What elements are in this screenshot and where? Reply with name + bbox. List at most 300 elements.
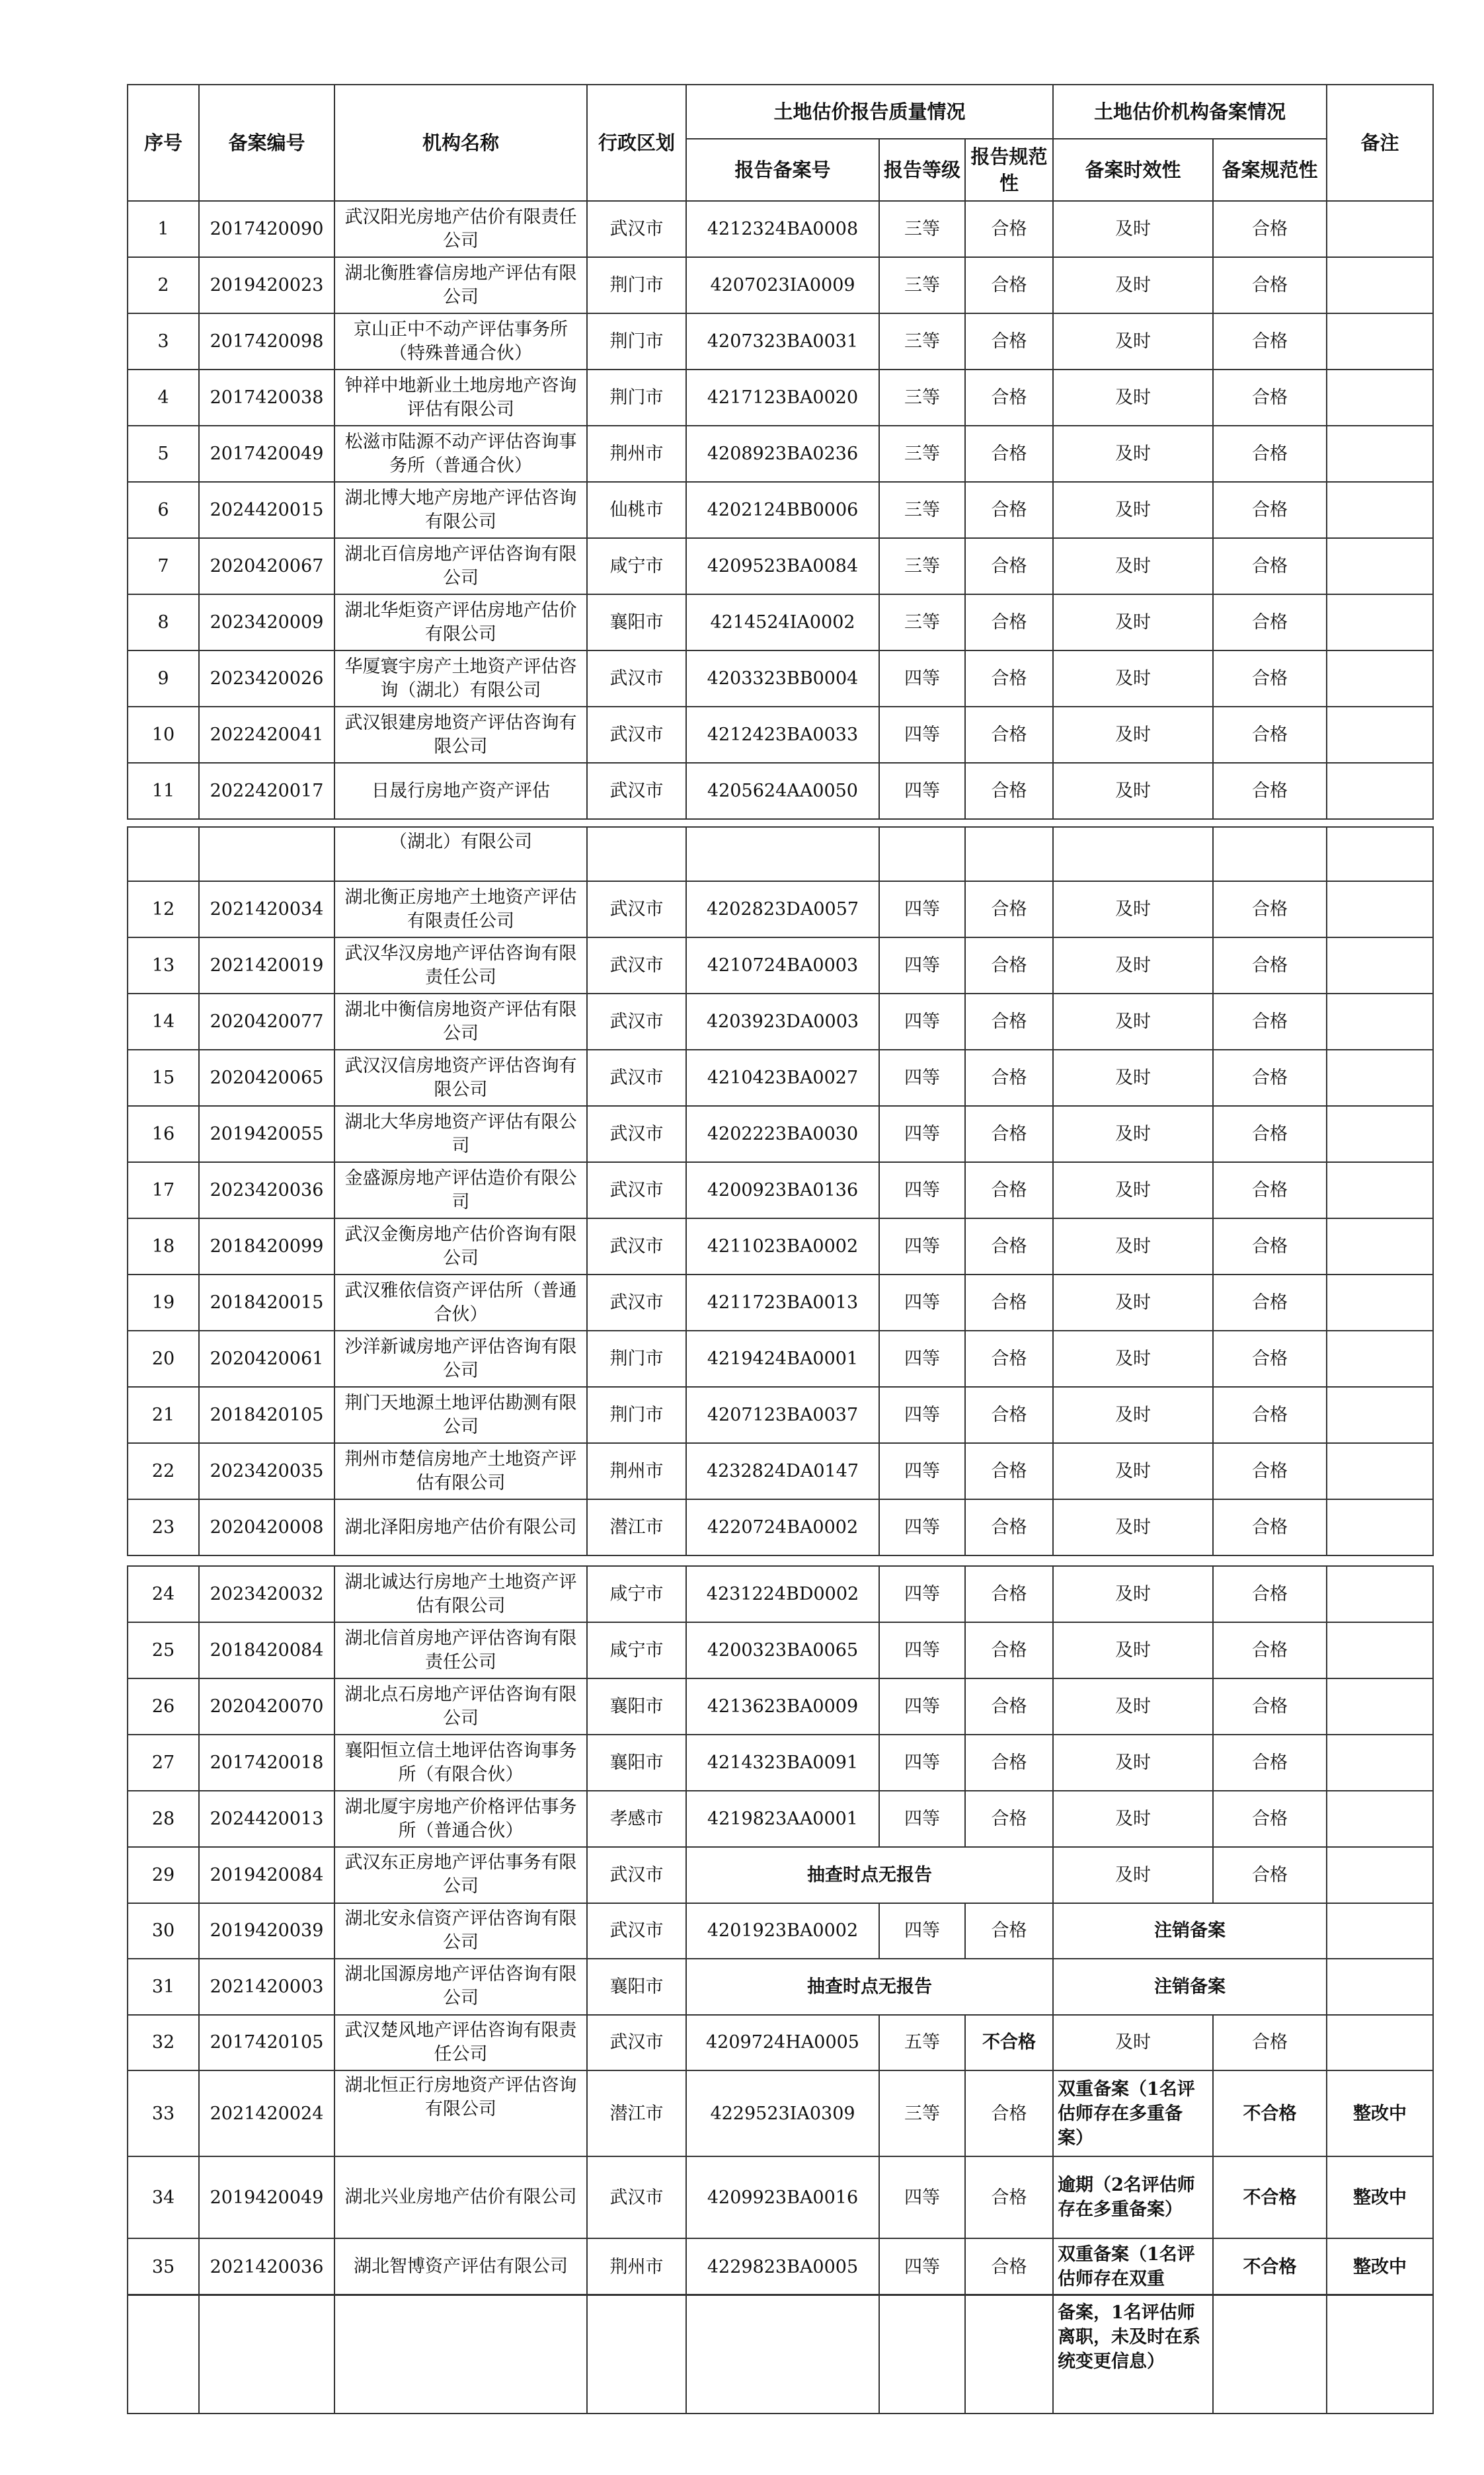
timely-cell: 逾期（2名评估师存在多重备案）: [1053, 2156, 1213, 2238]
record-no-cell: 2019420049: [199, 2156, 334, 2238]
remark-cell: [1327, 1622, 1433, 1678]
report-no-cell: 4208923BA0236: [686, 426, 879, 482]
record-no-cell: 2020420067: [199, 538, 334, 594]
district-cell: 荆门市: [587, 1331, 686, 1387]
grade-cell: 四等: [879, 1678, 965, 1735]
grade-cell: 四等: [879, 1106, 965, 1162]
record-no-cell: 2019420023: [199, 257, 334, 313]
timely-cell: 及时: [1053, 650, 1213, 707]
norm-cell: 合格: [965, 1106, 1053, 1162]
record-no-cell: 2019420055: [199, 1106, 334, 1162]
remark-cell: [1327, 482, 1433, 538]
org-name-cell: 松滋市陆源不动产评估咨询事务所（普通合伙）: [334, 426, 587, 482]
filing-norm-cell: 合格: [1213, 426, 1327, 482]
org-name-cell: 湖北衡正房地产土地资产评估有限责任公司: [334, 881, 587, 937]
filing-norm-cell: 合格: [1213, 937, 1327, 994]
report-no-cell: 4211723BA0013: [686, 1275, 879, 1331]
table-row: [128, 370, 1433, 426]
grade-cell: 四等: [879, 1622, 965, 1678]
report-no-cell: 4211023BA0002: [686, 1218, 879, 1275]
grade-cell: 四等: [879, 881, 965, 937]
report-no-cell: 4217123BA0020: [686, 370, 879, 426]
remark-cell: [1327, 1959, 1433, 2015]
filing-norm-cell: 合格: [1213, 881, 1327, 937]
org-name-cell: 武汉汉信房地资产评估咨询有限公司: [334, 1050, 587, 1106]
filing-norm-cell: 合格: [1213, 1443, 1327, 1499]
header-remark: 备注: [1327, 85, 1433, 201]
norm-cell: 合格: [965, 201, 1053, 257]
record-no-cell: 2024420013: [199, 1791, 334, 1847]
table-row: [128, 1735, 1433, 1791]
table-row: [128, 1622, 1433, 1678]
grade-cell: 三等: [879, 538, 965, 594]
filing-norm-cell: 合格: [1213, 1566, 1327, 1622]
grade-cell: 五等: [879, 2015, 965, 2071]
report-no-cell: 4205624AA0050: [686, 763, 879, 819]
norm-cell: 合格: [965, 1735, 1053, 1791]
district-cell: 潜江市: [587, 2070, 686, 2156]
filing-norm-cell: 合格: [1213, 1387, 1327, 1443]
grade-cell: 三等: [879, 313, 965, 370]
org-name-cell: 湖北衡胜睿信房地产评估有限公司: [334, 257, 587, 313]
seq-cell: 33: [128, 2070, 199, 2156]
table-row: [128, 594, 1433, 650]
record-no-cell: 2019420084: [199, 1847, 334, 1903]
filing-norm-cell: 合格: [1213, 1050, 1327, 1106]
remark-cell: [1327, 313, 1433, 370]
table-row-continued: [128, 827, 1433, 881]
table-row: [128, 1106, 1433, 1162]
timely-cell: 及时: [1053, 1678, 1213, 1735]
record-no-cell: 2021420003: [199, 1959, 334, 2015]
org-name-cell: 湖北泽阳房地产估价有限公司: [334, 1499, 587, 1555]
table-row: [128, 1903, 1433, 1959]
seq-cell: 32: [128, 2015, 199, 2071]
remark-cell: [1327, 201, 1433, 257]
norm-cell: 合格: [965, 1499, 1053, 1555]
seq-cell: 19: [128, 1275, 199, 1331]
district-cell: 襄阳市: [587, 1735, 686, 1791]
grade-cell: 三等: [879, 2070, 965, 2156]
seq-cell: 11: [128, 763, 199, 819]
district-cell: 襄阳市: [587, 594, 686, 650]
filing-norm-cell: 合格: [1213, 1499, 1327, 1555]
timely-cell: 及时: [1053, 881, 1213, 937]
grade-cell: 四等: [879, 937, 965, 994]
district-cell: 荆门市: [587, 1387, 686, 1443]
timely-cell: 及时: [1053, 1791, 1213, 1847]
record-no-cell: 2020420065: [199, 1050, 334, 1106]
record-no-cell: 2018420105: [199, 1387, 334, 1443]
table-row: [128, 1387, 1433, 1443]
report-no-cell: 4202223BA0030: [686, 1106, 879, 1162]
filing-norm-cell: 合格: [1213, 482, 1327, 538]
report-no-cell: 4201923BA0002: [686, 1903, 879, 1959]
filing-norm-cell: 合格: [1213, 201, 1327, 257]
grade-cell: 四等: [879, 994, 965, 1050]
record-no-cell: 2018420015: [199, 1275, 334, 1331]
seq-cell: 17: [128, 1162, 199, 1218]
report-no-cell: 4210423BA0027: [686, 1050, 879, 1106]
table-row: [128, 707, 1433, 763]
timely-cell: 及时: [1053, 1106, 1213, 1162]
district-cell: 武汉市: [587, 2015, 686, 2071]
filing-norm-cell: 合格: [1213, 1162, 1327, 1218]
timely-cell: 及时: [1053, 370, 1213, 426]
grade-cell: 三等: [879, 370, 965, 426]
seq-cell: 18: [128, 1218, 199, 1275]
norm-cell: 合格: [965, 426, 1053, 482]
table-row: [128, 1331, 1433, 1387]
record-table-part-4: [127, 2294, 1434, 2414]
norm-cell: 合格: [965, 1903, 1053, 1959]
district-cell: 武汉市: [587, 650, 686, 707]
remark-cell: [1327, 370, 1433, 426]
report-no-cell: 4210724BA0003: [686, 937, 879, 994]
timely-cell: 及时: [1053, 1050, 1213, 1106]
record-no-cell: 2019420039: [199, 1903, 334, 1959]
timely-cell: 及时: [1053, 1566, 1213, 1622]
district-cell: 武汉市: [587, 763, 686, 819]
timely-cell: 及时: [1053, 763, 1213, 819]
timely-cell: 及时: [1053, 1275, 1213, 1331]
table-row: [128, 1678, 1433, 1735]
table-row: [128, 2015, 1433, 2071]
record-no-cell: 2021420019: [199, 937, 334, 994]
district-cell: 潜江市: [587, 1499, 686, 1555]
org-name-cell: 湖北诚达行房地产土地资产评估有限公司: [334, 1566, 587, 1622]
remark-cell: [1327, 1162, 1433, 1218]
org-name-cell: （湖北）有限公司: [334, 827, 587, 881]
district-cell: 武汉市: [587, 1903, 686, 1959]
remark-cell: [1327, 1903, 1433, 1959]
report-no-cell: 4213623BA0009: [686, 1678, 879, 1735]
timely-cell: 及时: [1053, 426, 1213, 482]
table-row: [128, 257, 1433, 313]
district-cell: 荆门市: [587, 313, 686, 370]
report-no-cell: 4219823AA0001: [686, 1791, 879, 1847]
seq-cell: 12: [128, 881, 199, 937]
table-row: [128, 201, 1433, 257]
org-name-cell: 武汉楚风地产评估咨询有限责任公司: [334, 2015, 587, 2071]
timely-cell: 及时: [1053, 994, 1213, 1050]
report-no-cell: 4232824DA0147: [686, 1443, 879, 1499]
seq-cell: 1: [128, 201, 199, 257]
remark-cell: [1327, 1735, 1433, 1791]
filing-norm-cell: 合格: [1213, 370, 1327, 426]
table-row: [128, 1959, 1433, 2015]
seq-cell: 13: [128, 937, 199, 994]
norm-cell: 合格: [965, 937, 1053, 994]
table-row: [128, 313, 1433, 370]
org-name-cell: 湖北智博资产评估有限公司: [334, 2238, 587, 2295]
filing-merged-cell: 注销备案: [1053, 1903, 1327, 1959]
table-row: [128, 1050, 1433, 1106]
seq-cell: 24: [128, 1566, 199, 1622]
record-no-cell: 2017420098: [199, 313, 334, 370]
grade-cell: 四等: [879, 2156, 965, 2238]
header-district: 行政区划: [587, 85, 686, 201]
record-no-cell: 2018420099: [199, 1218, 334, 1275]
grade-cell: 四等: [879, 1566, 965, 1622]
record-no-cell: 2020420061: [199, 1331, 334, 1387]
norm-cell: 合格: [965, 2070, 1053, 2156]
timely-cell: 双重备案（1名评估师存在多重备案）: [1053, 2070, 1213, 2156]
filing-norm-cell: 合格: [1213, 1218, 1327, 1275]
record-no-cell: 2023420009: [199, 594, 334, 650]
table-row: [128, 763, 1433, 819]
filing-norm-cell: 合格: [1213, 994, 1327, 1050]
record-table-part-1: [127, 84, 1434, 820]
seq-cell: 26: [128, 1678, 199, 1735]
norm-cell: 合格: [965, 1050, 1053, 1106]
table-row: [128, 2156, 1433, 2238]
report-no-cell: 4200923BA0136: [686, 1162, 879, 1218]
seq-cell: 29: [128, 1847, 199, 1903]
table-body-1: [128, 201, 1433, 819]
table-row: [128, 1443, 1433, 1499]
remark-cell: [1327, 1443, 1433, 1499]
seq-cell: 14: [128, 994, 199, 1050]
norm-cell: 合格: [965, 707, 1053, 763]
grade-cell: 四等: [879, 1443, 965, 1499]
timely-cell: 及时: [1053, 1847, 1213, 1903]
remark-cell: [1327, 650, 1433, 707]
record-table-part-3: [127, 1565, 1434, 2296]
remark-cell: [1327, 1331, 1433, 1387]
report-merged-cell: 抽查时点无报告: [686, 1959, 1053, 2015]
grade-cell: 四等: [879, 2238, 965, 2295]
record-no-cell: 2017420018: [199, 1735, 334, 1791]
table-row: [128, 1566, 1433, 1622]
district-cell: 武汉市: [587, 1162, 686, 1218]
table-row: [128, 2070, 1433, 2156]
timely-cell: 双重备案（1名评估师存在双重: [1053, 2238, 1213, 2295]
org-name-cell: 武汉东正房地产评估事务有限公司: [334, 1847, 587, 1903]
seq-cell: 15: [128, 1050, 199, 1106]
timely-cell: 及时: [1053, 257, 1213, 313]
timely-cell: 及时: [1053, 1387, 1213, 1443]
norm-cell: 合格: [965, 594, 1053, 650]
norm-cell: 合格: [965, 1162, 1053, 1218]
record-no-cell: 2022420041: [199, 707, 334, 763]
district-cell: 武汉市: [587, 1275, 686, 1331]
filing-norm-cell: 合格: [1213, 2015, 1327, 2071]
org-name-cell: 湖北中衡信房地资产评估有限公司: [334, 994, 587, 1050]
org-name-cell: 钟祥中地新业土地房地产咨询评估有限公司: [334, 370, 587, 426]
header-quality-group: 土地估价报告质量情况: [686, 85, 1053, 139]
org-name-cell: 湖北点石房地产评估咨询有限公司: [334, 1678, 587, 1735]
header-report-grade: 报告等级: [879, 139, 965, 201]
norm-cell: 合格: [965, 2238, 1053, 2295]
filing-merged-cell: 注销备案: [1053, 1959, 1327, 2015]
seq-cell: 16: [128, 1106, 199, 1162]
org-name-cell: 湖北博大地产房地产评估咨询有限公司: [334, 482, 587, 538]
org-name-cell: 华厦寰宇房产土地资产评估咨询（湖北）有限公司: [334, 650, 587, 707]
seq-cell: 22: [128, 1443, 199, 1499]
table-row: [128, 538, 1433, 594]
timely-cell: 及时: [1053, 538, 1213, 594]
norm-cell: 合格: [965, 881, 1053, 937]
norm-cell: 合格: [965, 1791, 1053, 1847]
remark-cell: [1327, 1218, 1433, 1275]
grade-cell: 四等: [879, 1218, 965, 1275]
district-cell: 咸宁市: [587, 1622, 686, 1678]
table-row: [128, 994, 1433, 1050]
remark-cell: [1327, 594, 1433, 650]
org-name-cell: 湖北大华房地资产评估有限公司: [334, 1106, 587, 1162]
district-cell: 荆州市: [587, 1443, 686, 1499]
header-report-no: 报告备案号: [686, 139, 879, 201]
report-no-cell: 4209724HA0005: [686, 2015, 879, 2071]
district-cell: 武汉市: [587, 1106, 686, 1162]
timely-cell: 及时: [1053, 1499, 1213, 1555]
table-row: [128, 1791, 1433, 1847]
table-row: [128, 2238, 1433, 2295]
org-name-cell: 湖北恒正行房地资产评估咨询有限公司: [334, 2070, 587, 2156]
grade-cell: 四等: [879, 1735, 965, 1791]
seq-cell: 5: [128, 426, 199, 482]
grade-cell: 四等: [879, 1387, 965, 1443]
district-cell: 武汉市: [587, 707, 686, 763]
district-cell: 武汉市: [587, 1050, 686, 1106]
timely-cell: 及时: [1053, 1735, 1213, 1791]
district-cell: 武汉市: [587, 201, 686, 257]
org-name-cell: 武汉金衡房地产估价咨询有限公司: [334, 1218, 587, 1275]
norm-cell: 合格: [965, 538, 1053, 594]
table-row: [128, 650, 1433, 707]
timely-cell: 及时: [1053, 313, 1213, 370]
grade-cell: 四等: [879, 1275, 965, 1331]
table-row-continued: [128, 2295, 1433, 2414]
grade-cell: 四等: [879, 650, 965, 707]
timely-cell: 及时: [1053, 707, 1213, 763]
report-no-cell: 4220724BA0002: [686, 1499, 879, 1555]
grade-cell: 四等: [879, 1331, 965, 1387]
filing-norm-cell: 合格: [1213, 313, 1327, 370]
record-no-cell: 2021420036: [199, 2238, 334, 2295]
timely-cell: 及时: [1053, 1218, 1213, 1275]
seq-cell: 25: [128, 1622, 199, 1678]
report-no-cell: 4202823DA0057: [686, 881, 879, 937]
record-no-cell: 2020420070: [199, 1678, 334, 1735]
timely-cell: 及时: [1053, 1622, 1213, 1678]
remark-cell: [1327, 1678, 1433, 1735]
remark-cell: [1327, 538, 1433, 594]
org-name-cell: 京山正中不动产评估事务所（特殊普通合伙）: [334, 313, 587, 370]
table-row: [128, 1162, 1433, 1218]
remark-cell: [1327, 1275, 1433, 1331]
district-cell: 荆州市: [587, 426, 686, 482]
district-cell: 武汉市: [587, 881, 686, 937]
grade-cell: 四等: [879, 1050, 965, 1106]
district-cell: 襄阳市: [587, 1959, 686, 2015]
org-name-cell: 湖北百信房地产评估咨询有限公司: [334, 538, 587, 594]
remark-cell: [1327, 763, 1433, 819]
remark-cell: 整改中: [1327, 2238, 1433, 2295]
timely-cell: 及时: [1053, 937, 1213, 994]
norm-cell: 合格: [965, 1443, 1053, 1499]
district-cell: 襄阳市: [587, 1678, 686, 1735]
norm-cell: 合格: [965, 1678, 1053, 1735]
report-no-cell: 4214524IA0002: [686, 594, 879, 650]
table-row: [128, 1218, 1433, 1275]
table-row: [128, 937, 1433, 994]
table-row: [128, 881, 1433, 937]
report-no-cell: 4229523IA0309: [686, 2070, 879, 2156]
district-cell: 咸宁市: [587, 1566, 686, 1622]
table-row: [128, 1499, 1433, 1555]
norm-cell: 合格: [965, 994, 1053, 1050]
norm-cell: 合格: [965, 370, 1053, 426]
district-cell: 仙桃市: [587, 482, 686, 538]
filing-norm-cell: 不合格: [1213, 2238, 1327, 2295]
seq-cell: 21: [128, 1387, 199, 1443]
seq-cell: 6: [128, 482, 199, 538]
org-name-cell: 湖北华炬资产评估房地产估价有限公司: [334, 594, 587, 650]
seq-cell: 20: [128, 1331, 199, 1387]
remark-cell: [1327, 1566, 1433, 1622]
grade-cell: 三等: [879, 426, 965, 482]
report-no-cell: 4229823BA0005: [686, 2238, 879, 2295]
timely-cell: 及时: [1053, 201, 1213, 257]
district-cell: 荆州市: [587, 2238, 686, 2295]
filing-norm-cell: 合格: [1213, 538, 1327, 594]
record-no-cell: 2017420105: [199, 2015, 334, 2071]
grade-cell: 三等: [879, 594, 965, 650]
org-name-cell: 湖北信首房地产评估咨询有限责任公司: [334, 1622, 587, 1678]
remark-cell: 整改中: [1327, 2156, 1433, 2238]
org-name-cell: 湖北安永信资产评估咨询有限公司: [334, 1903, 587, 1959]
header-filing-norm: 备案规范性: [1213, 139, 1327, 201]
table-row: [128, 1847, 1433, 1903]
header-seq: 序号: [128, 85, 199, 201]
org-name-cell: 武汉银建房地资产评估咨询有限公司: [334, 707, 587, 763]
record-no-cell: 2023420035: [199, 1443, 334, 1499]
grade-cell: 四等: [879, 1499, 965, 1555]
grade-cell: 三等: [879, 257, 965, 313]
district-cell: 荆门市: [587, 257, 686, 313]
report-no-cell: 4214323BA0091: [686, 1735, 879, 1791]
record-no-cell: 2023420036: [199, 1162, 334, 1218]
timely-cell: 及时: [1053, 2015, 1213, 2071]
grade-cell: 四等: [879, 1903, 965, 1959]
seq-cell: 30: [128, 1903, 199, 1959]
seq-cell: 23: [128, 1499, 199, 1555]
timely-cell: 及时: [1053, 1443, 1213, 1499]
filing-norm-cell: 合格: [1213, 1275, 1327, 1331]
org-name-cell: 武汉阳光房地产估价有限责任公司: [334, 201, 587, 257]
timely-cell: 及时: [1053, 482, 1213, 538]
record-no-cell: 2017420049: [199, 426, 334, 482]
table-body-2: [128, 881, 1433, 1555]
org-name-cell: 日晟行房地产资产评估: [334, 763, 587, 819]
report-no-cell: 4207323BA0031: [686, 313, 879, 370]
norm-cell: 合格: [965, 313, 1053, 370]
report-no-cell: 4212423BA0033: [686, 707, 879, 763]
remark-cell: [1327, 426, 1433, 482]
timely-cell: 及时: [1053, 594, 1213, 650]
header-record-no: 备案编号: [199, 85, 334, 201]
filing-norm-cell: 合格: [1213, 763, 1327, 819]
norm-cell: 合格: [965, 2156, 1053, 2238]
org-name-cell: 武汉雅依信资产评估所（普通合伙）: [334, 1275, 587, 1331]
district-cell: 咸宁市: [587, 538, 686, 594]
report-no-cell: 4212324BA0008: [686, 201, 879, 257]
report-no-cell: 4209523BA0084: [686, 538, 879, 594]
remark-cell: [1327, 994, 1433, 1050]
table-body-3: [128, 1566, 1433, 1847]
